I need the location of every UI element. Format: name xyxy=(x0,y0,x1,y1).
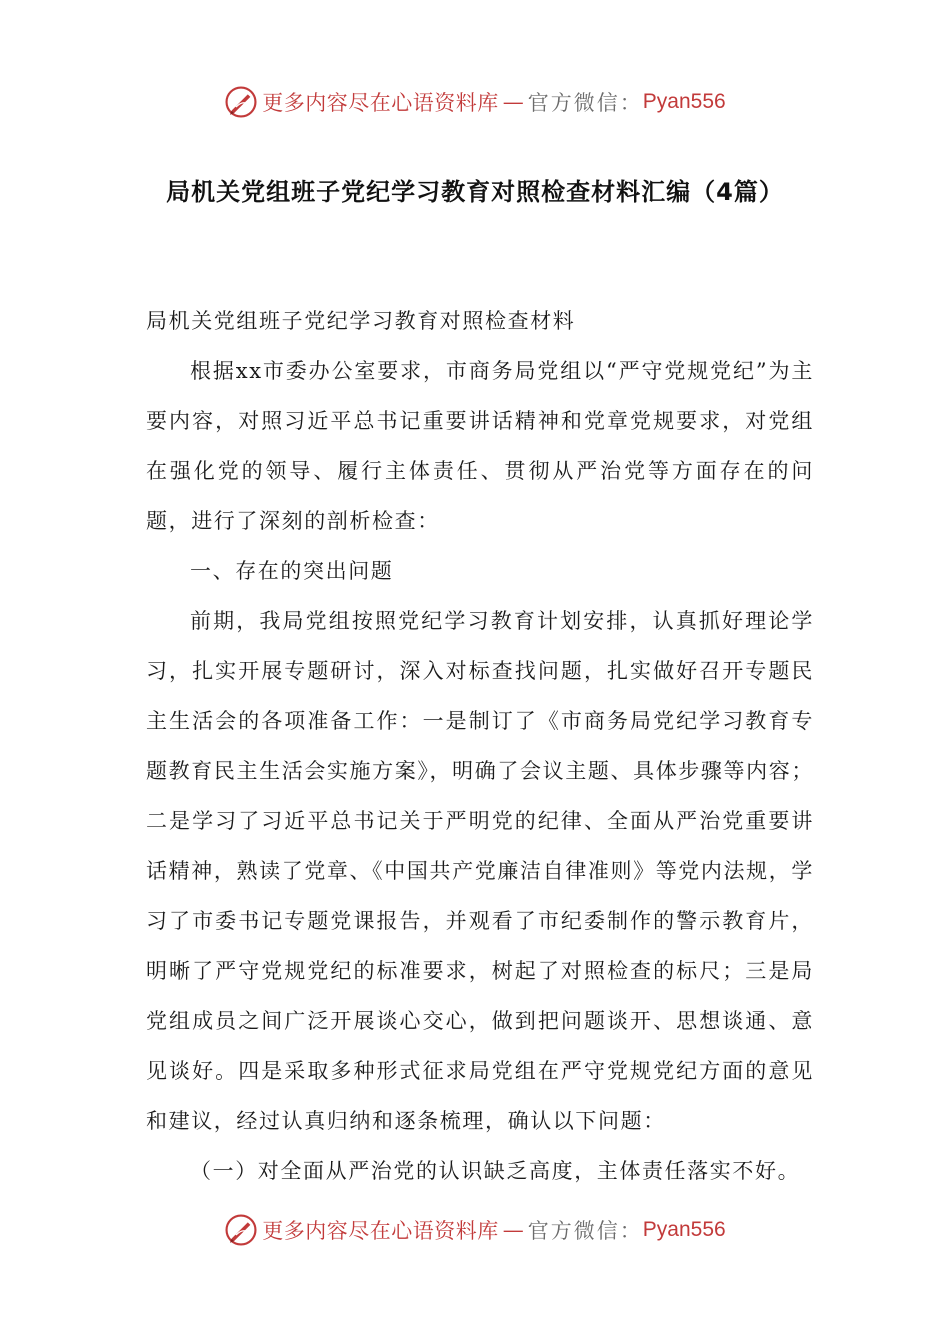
pen-logo-icon xyxy=(224,1213,258,1247)
watermark-site-name: 更多内容尽在心语资料库 xyxy=(262,1219,499,1243)
watermark-dash: — xyxy=(502,1218,524,1242)
document-title: 局机关党组班子党纪学习教育对照检查材料汇编（4篇） xyxy=(166,178,784,206)
subsection-heading: （一）对全面从严治党的认识缺乏高度，主体责任落实不好。 xyxy=(190,1159,801,1183)
paragraph-intro: 根据xx市委办公室要求，市商务局党组以“严守党规党纪”为主要内容，对照习近平总书记重要讲话精神和党章党规要求，对党组在强化党的领导、履行主体责任、贯彻从严治党等方面存在的问题，进行了深刻的剖析检查： xyxy=(146,359,814,533)
pen-logo-icon xyxy=(224,85,258,119)
watermark-site-name: 更多内容尽在心语资料库 xyxy=(262,91,499,115)
watermark-wechat-id: Pyan556 xyxy=(642,1218,726,1241)
watermark-wechat-label: 官方微信： xyxy=(527,1219,643,1243)
document-subtitle: 局机关党组班子党纪学习教育对照检查材料 xyxy=(146,309,576,333)
watermark-footer xyxy=(0,1208,950,1252)
paragraph-main: 前期，我局党组按照党纪学习教育计划安排，认真抓好理论学习，扎实开展专题研讨，深入对标查找问题，扎实做好召开专题民主生活会的各项准备工作：一是制订了《市商务局党纪学习教育专题教育民主生活会实施方案》，明确了会议主题、具体步骤等内容；二是学习了习近平总书记关于严明党的纪律、全面从严治党重要讲话精神，熟读了党章、《中国共产党廉洁自律准则》等党内法规，学习了市委书记专题党课报告，并观看了市纪委制作的警示教育片，明晰了严守党规党纪的标准要求，树起了对照检查的标尺；三是局党组成员之间广泛开展谈心交心，做到把问题谈开、思想谈通、意见谈好。四是采取多种形式征求局党组在严守党规党纪方面的意见和建议，经过认真归纳和逐条梳理，确认以下问题： xyxy=(146,609,814,1133)
document-body xyxy=(146,296,814,1196)
section-heading: 一、存在的突出问题 xyxy=(190,559,394,583)
watermark-dash: — xyxy=(502,90,524,114)
watermark-header xyxy=(0,80,950,124)
watermark-wechat-id: Pyan556 xyxy=(642,90,726,113)
watermark-wechat-label: 官方微信： xyxy=(527,91,643,115)
